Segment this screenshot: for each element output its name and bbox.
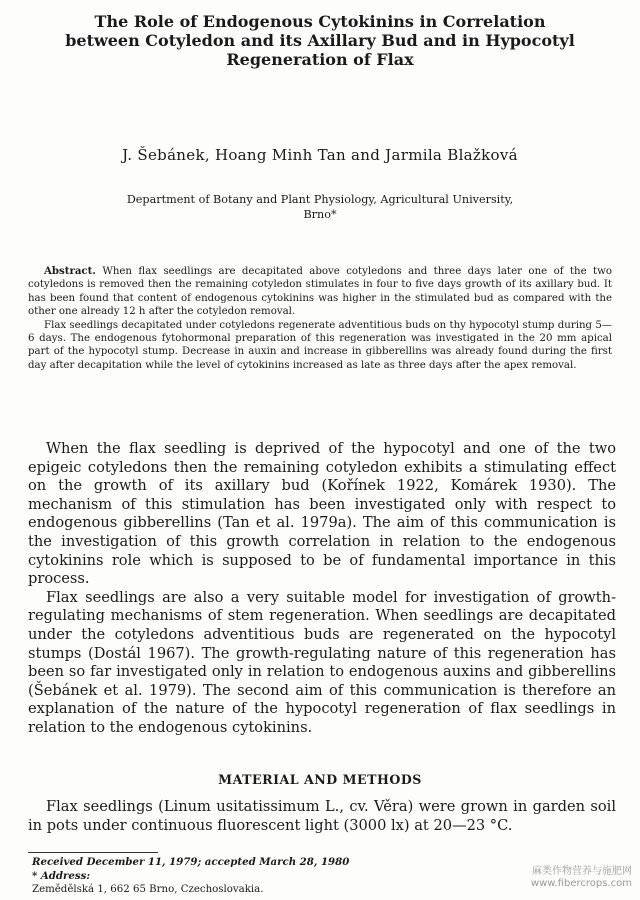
abstract-paragraph-2: Flax seedlings decapitated under cotyledons regenerate adventitious buds on thy hypocotyl stump during 5—6 days. The endogenous fytohormonal preparation of this regeneration was investigated in the 20 mm apical part of the hypocotyl stump. Decrease in auxin and increase in gibberellins was already found during the first day after decapitation while the level of cytokinins increased as late as three days after the apex removal. <box>28 319 612 371</box>
address-note <box>32 870 592 897</box>
title-line-2: between Cotyledon and its Axillary Bud and in Hypocotyl <box>65 31 575 50</box>
abstract <box>28 265 612 372</box>
affiliation-line-2: Brno* <box>303 208 337 221</box>
intro-paragraph-2: Flax seedlings are also a very suitable model for investigation of growth-regulating mechanisms of stem regeneration. When seedlings are decapitated under the cotyledons adventitious buds are regenerated on the hypocotyl stumps (Dostál 1967). The growth-regulating nature of this regeneration has been so far investigated only in relation to endogenous auxins and gibberellins (Šebánek et al. 1979). The second aim of this communication is therefore an explanation of the nature of the hypocotyl regeneration of flax seedlings in relation to the endogenous cytokinins. <box>28 588 616 736</box>
introduction <box>28 440 616 738</box>
paper-title <box>40 12 600 69</box>
title-line-1: The Role of Endogenous Cytokinins in Correlation <box>94 12 546 31</box>
watermark-line-2: www.fibercrops.com <box>530 878 632 889</box>
abstract-label: Abstract. <box>44 265 96 277</box>
title-line-3: Regeneration of Flax <box>226 50 414 69</box>
abstract-paragraph-1 <box>28 265 612 319</box>
footnote-rule <box>28 852 158 853</box>
methods-section <box>28 798 616 835</box>
watermark-line-1: 麻类作物营养与施肥网 <box>532 866 632 877</box>
footnotes <box>32 856 592 897</box>
received-note: Received December 11, 1979; accepted March 28, 1980 <box>32 856 350 868</box>
abstract-text-1: When flax seedlings are decapitated above cotyledons and three days later one of the two cotyledons is removed then the remaining cotyledon stimulates in four to five days growth of its axillary bud. It has been found that content of endogenous cytokinins was higher in the stimulated bud as compared with the other one already 12 h after the cotyledon removal. <box>28 266 612 318</box>
authors: J. Šebánek, Hoang Minh Tan and Jarmila Blažková <box>122 146 518 164</box>
address-text: Zemědělská 1, 662 65 Brno, Czechoslovakia. <box>32 884 264 895</box>
watermark <box>531 866 632 890</box>
address-label: * Address: <box>32 869 91 882</box>
intro-paragraph-1: When the flax seedling is deprived of the hypocotyl and one of the two epigeic cotyledons then the remaining cotyledon exhibits a stimulating effect on the growth of its axillary bud (Kořínek 1922, Komárek 1930). The mechanism of this stimulation has been investigated only with respect to endogenous gibberellins (Tan et al. 1979a). The aim of this communication is the investigation of this growth correlation in relation to the endogenous cytokinins role which is supposed to be of fundamental importance in this process. <box>28 440 616 588</box>
affiliation-line-1: Department of Botany and Plant Physiology, Agricultural University, <box>126 193 514 206</box>
affiliation <box>60 192 580 222</box>
methods-paragraph-1: Flax seedlings (Linum usitatissimum L., cv. Věra) were grown in garden soil in pots under continuous fluorescent light (3000 lx) at 20—23 °C. <box>28 798 616 834</box>
section-heading-methods: MATERIAL AND METHODS <box>218 772 422 787</box>
